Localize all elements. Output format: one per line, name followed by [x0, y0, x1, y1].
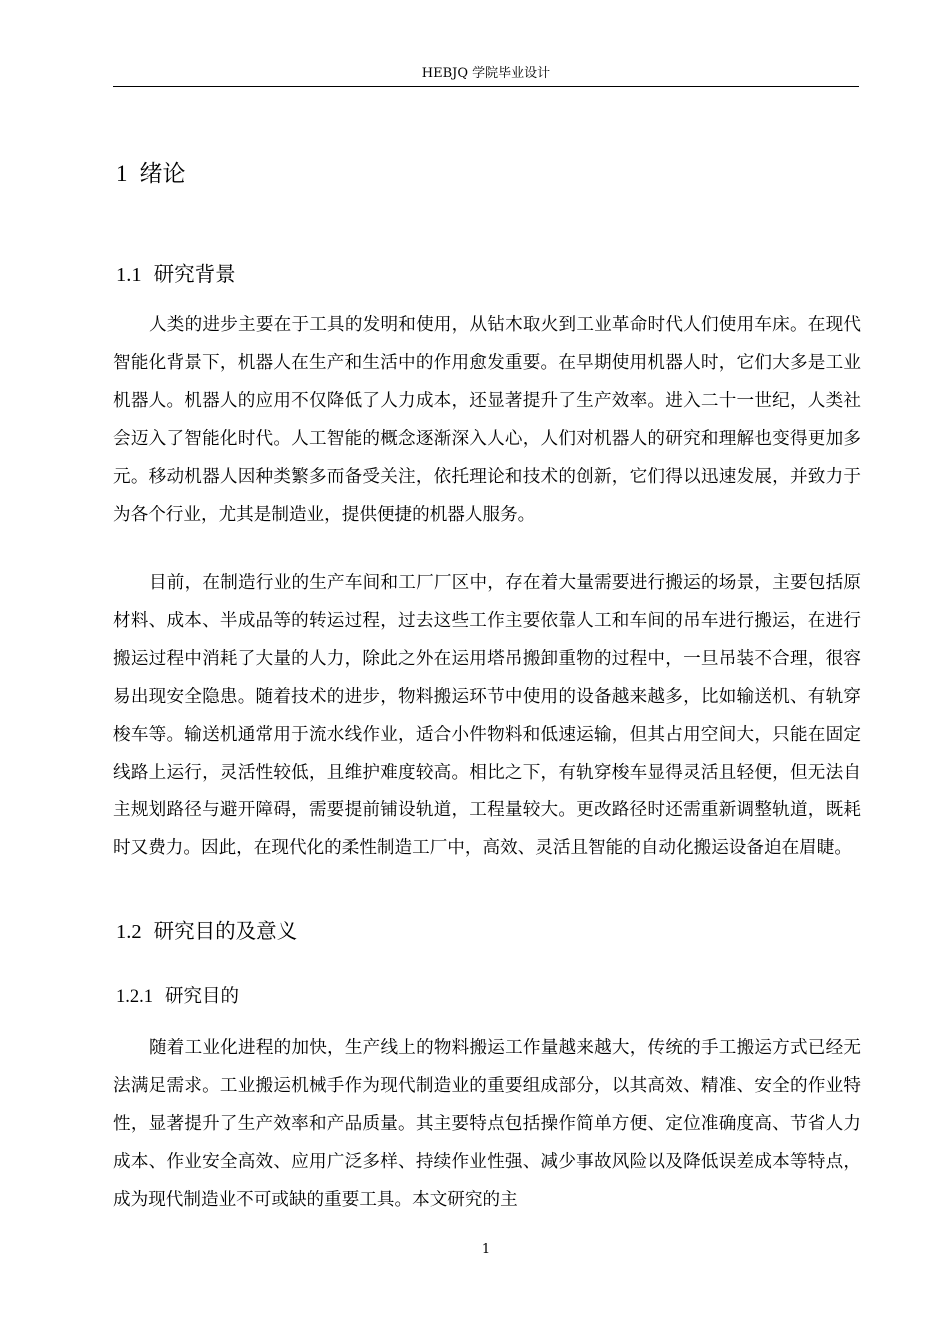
subsection-heading-1-2-1	[116, 983, 239, 1011]
section-number: 1.1	[116, 264, 142, 286]
section-number: 1.2	[116, 921, 142, 943]
section-heading-1-2	[116, 916, 297, 947]
section-heading-1-1	[116, 259, 236, 290]
chapter-heading	[116, 157, 186, 191]
paragraph-background-2: 目前，在制造行业的生产车间和工厂厂区中，存在着大量需要进行搬运的场景，主要包括原材料、成本、半成品等的转运过程，过去这些工作主要依靠人工和车间的吊车进行搬运，在进行搬运过程中消耗了大量的人力，除此之外在运用塔吊搬卸重物的过程中，一旦吊装不合理，很容易出现安全隐患。随着技术的进步，物料搬运环节中使用的设备越来越多，比如输送机、有轨穿梭车等。输送机通常用于流水线作业，适合小件物料和低速运输，但其占用空间大，只能在固定线路上运行，灵活性较低，且维护难度较高。相比之下，有轨穿梭车显得灵活且轻便，但无法自主规划路径与避开障碍，需要提前铺设轨道，工程量较大。更改路径时还需重新调整轨道，既耗时又费力。因此，在现代化的柔性制造工厂中，高效、灵活且智能的自动化搬运设备迫在眉睫。	[113, 573, 861, 859]
paragraph-purpose-1: 随着工业化进程的加快，生产线上的物料搬运工作量越来越大，传统的手工搬运方式已经无法满足需求。工业搬运机械手作为现代制造业的重要组成部分，以其高效、精准、安全的作业特性，显著提升了生产效率和产品质量。其主要特点包括操作简单方便、定位准确度高、节省人力成本、作业安全高效、应用广泛多样、持续作业性强、减少事故风险以及降低误差成本等特点，成为现代制造业不可或缺的重要工具。本文研究的主	[113, 1038, 861, 1210]
subsection-number: 1.2.1	[116, 987, 153, 1007]
page-header-title: HEBJQ 学院毕业设计	[421, 66, 551, 81]
subsection-title: 研究目的	[165, 986, 240, 1007]
section-title: 研究目的及意义	[153, 919, 298, 943]
paragraph-background-1: 人类的进步主要在于工具的发明和使用，从钻木取火到工业革命时代人们使用车床。在现代智能化背景下，机器人在生产和生活中的作用愈发重要。在早期使用机器人时，它们大多是工业机器人。机器人的应用不仅降低了人力成本，还显著提升了生产效率。进入二十一世纪，人类社会迈入了智能化时代。人工智能的概念逐渐深入人心，人们对机器人的研究和理解也变得更加多元。移动机器人因种类繁多而备受关注，依托理论和技术的创新，它们得以迅速发展，并致力于为各个行业，尤其是制造业，提供便捷的机器人服务。	[113, 315, 861, 525]
page-number: 1	[481, 1242, 491, 1257]
chapter-number: 1	[116, 161, 128, 186]
chapter-title: 绪论	[139, 161, 186, 187]
section-title: 研究背景	[153, 262, 236, 286]
header-divider	[113, 86, 859, 87]
